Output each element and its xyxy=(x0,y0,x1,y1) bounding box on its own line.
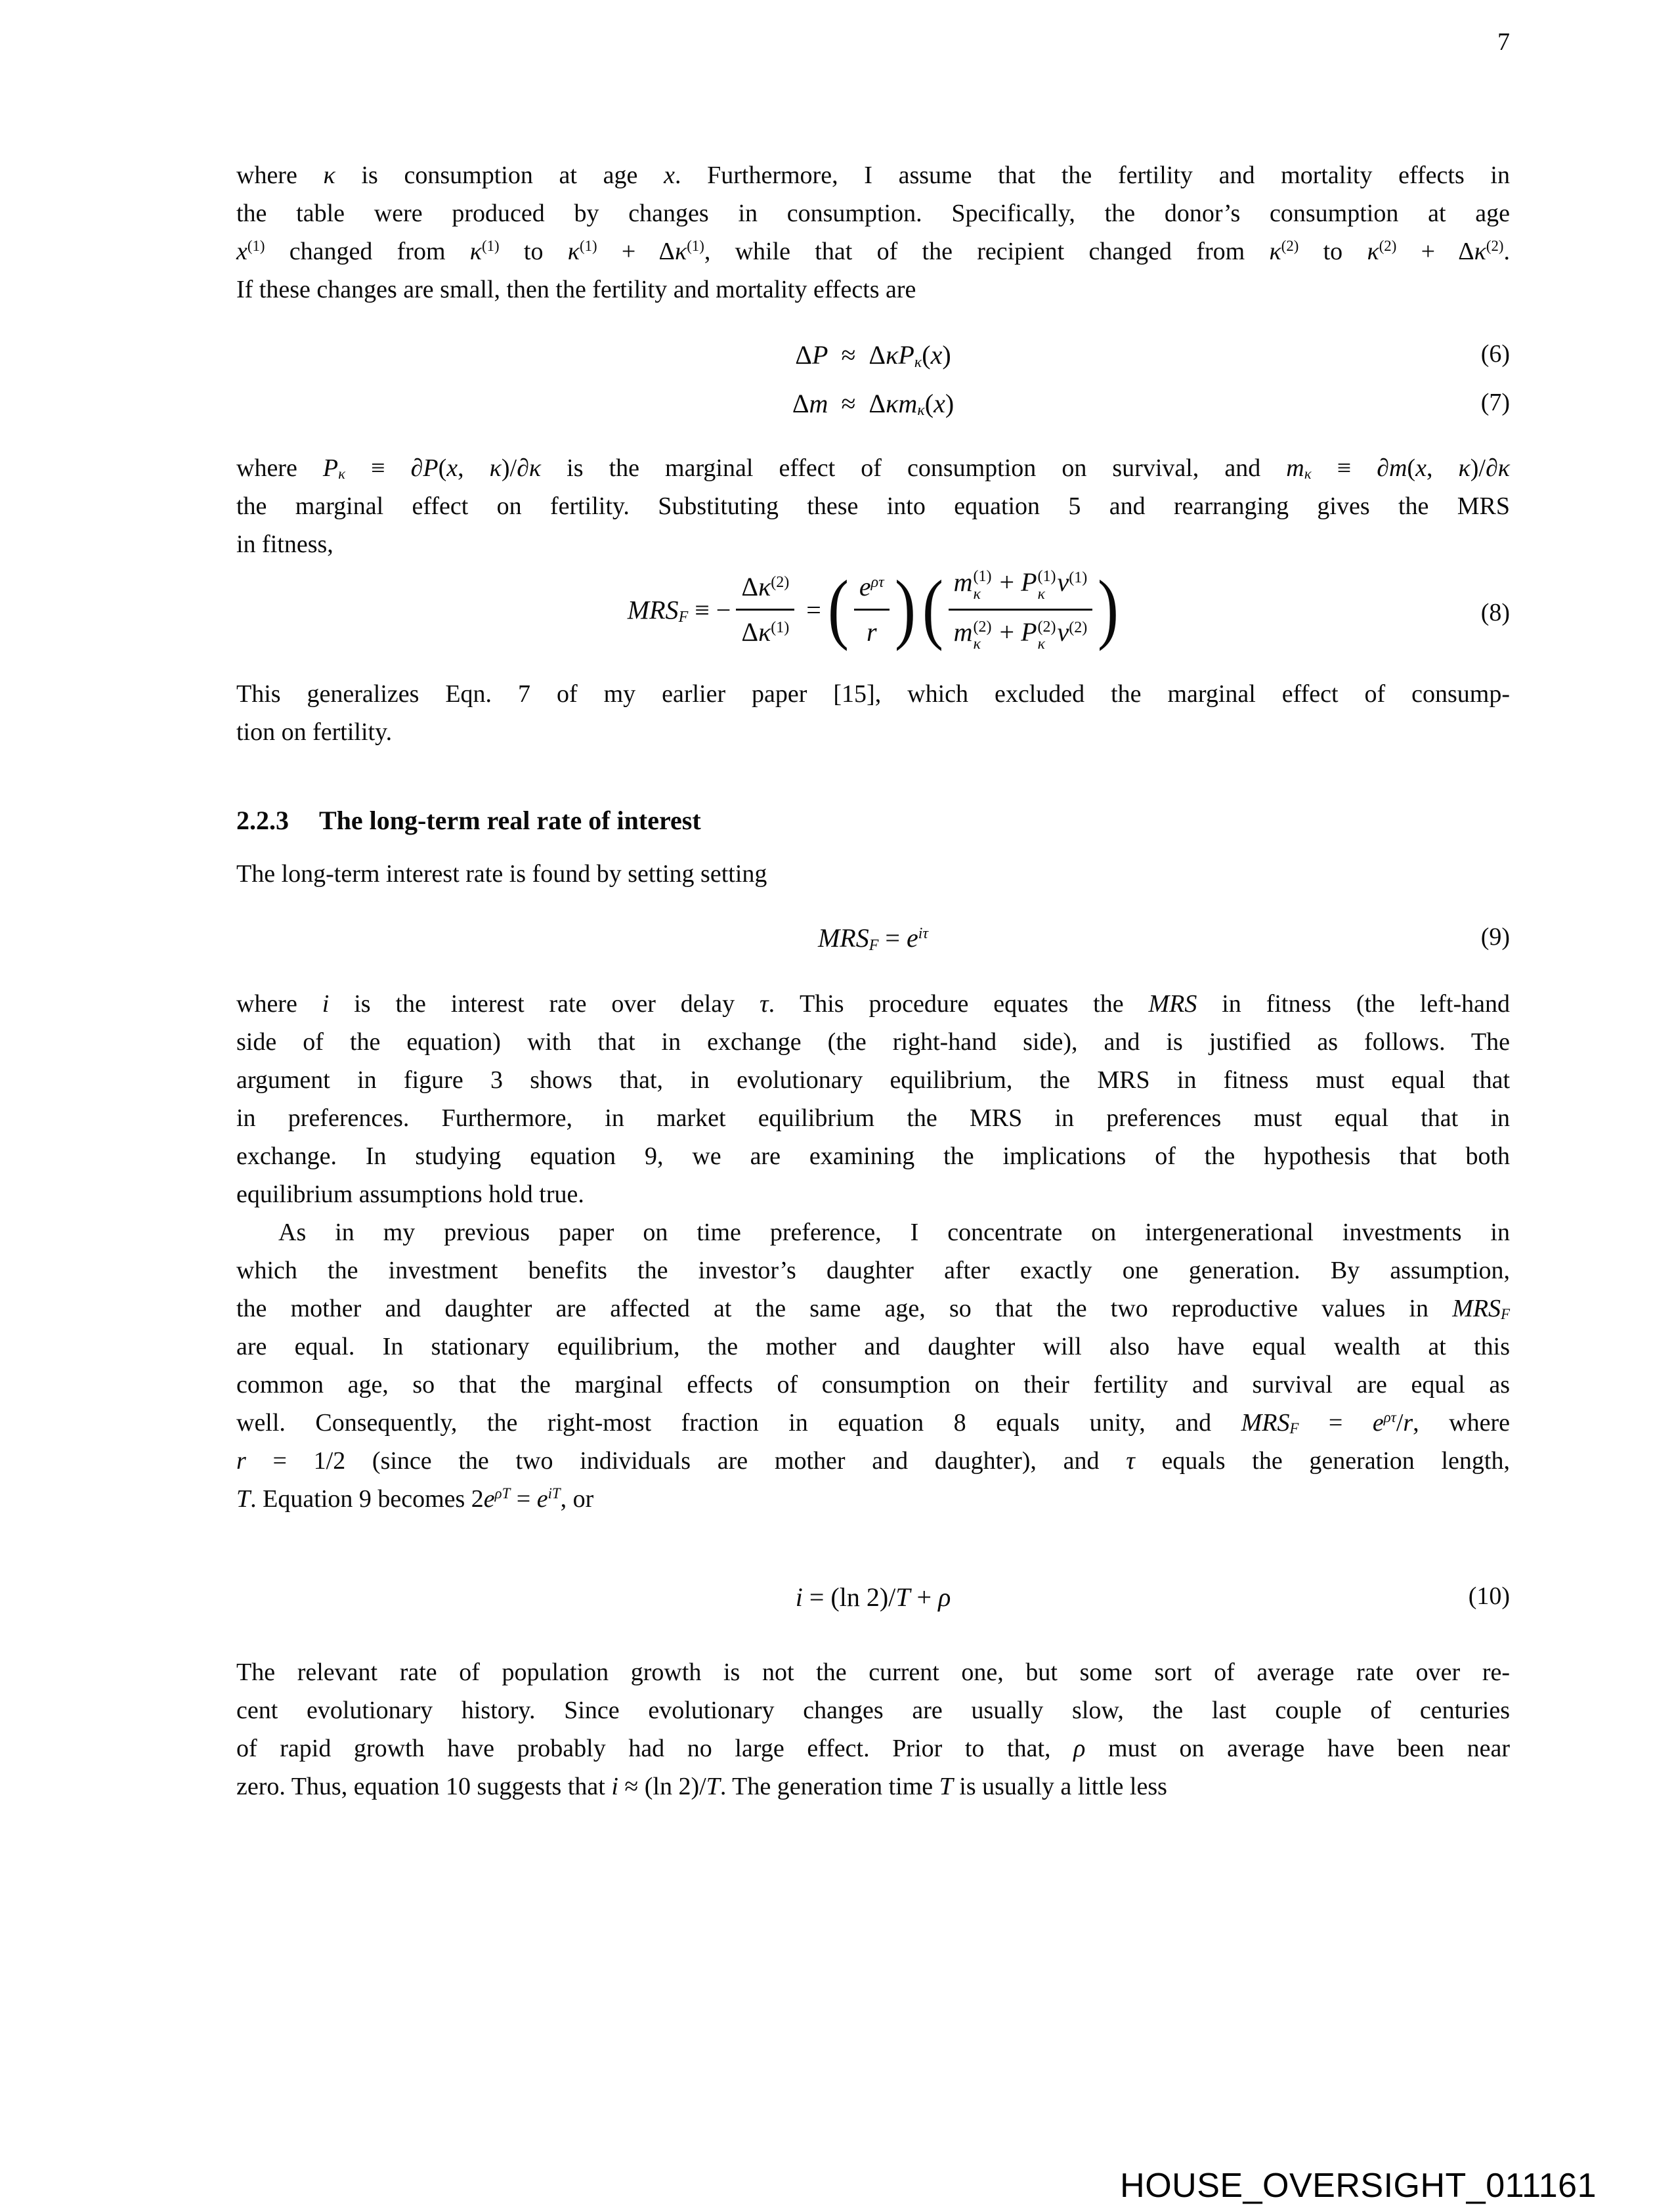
text-line: of rapid growth have probably had no large effect. Prior to that, ρ must on average have been near xyxy=(236,1734,1511,1762)
text-line: argument in figure 3 shows that, in evolutionary equilibrium, the MRS in fitness must equal that xyxy=(236,1066,1510,1094)
text-line: where κ is consumption at age x. Furthermore, I assume that the fertility and mortality effects in xyxy=(236,162,1510,189)
equation-9-number: (9) xyxy=(1480,923,1510,951)
text-line: the marginal effect on fertility. Substituting these into equation 5 and rearranging gives the MRS xyxy=(236,492,1510,520)
text-line: T. Equation 9 becomes $2e^{\rho T} = e^{iT}$, or xyxy=(236,1485,594,1513)
text-line: equilibrium assumptions hold true. xyxy=(236,1180,584,1208)
equation-10-number: (10) xyxy=(1468,1582,1510,1610)
paragraph-6 xyxy=(236,1213,1510,1518)
text-line: in fitness, xyxy=(236,530,333,558)
text-line: tion on fertility. xyxy=(236,718,393,747)
paragraph-7 xyxy=(236,1653,1510,1806)
page-number: 7 xyxy=(1497,28,1510,56)
text-line: $x^{(1)}$ changed from $\kappa^{(1)}$ to $\kappa^{(1)} + \Delta\kappa^{(1)}$, while that of the recipient changed from $\kappa^{(2)}$ to $\kappa^{(2)} + \Delta\kappa^{(2)}$. xyxy=(236,238,1510,265)
section-heading xyxy=(236,805,1510,836)
text-line: The long-term interest rate is found by setting setting xyxy=(236,860,767,888)
text-line: exchange. In studying equation 9, we are examining the implications of the hypothesis that both xyxy=(236,1142,1510,1170)
equation-6-math: ΔP ≈ ΔκP$_\kappa$(x) xyxy=(795,339,951,371)
text-line: If these changes are small, then the fertility and mortality effects are xyxy=(236,276,916,303)
text-line: are equal. In stationary equilibrium, the mother and daughter will also have equal wealth at this xyxy=(236,1332,1510,1360)
equation-6-number: (6) xyxy=(1480,339,1510,368)
paragraph-5 xyxy=(236,985,1510,1213)
text-line: r = 1/2 (since the two individuals are mother and daughter), and τ equals the generation length, xyxy=(236,1446,1510,1475)
equation-9-math: $MRS_F = e^{i\tau}$ xyxy=(817,922,929,954)
text-line: cent evolutionary history. Since evolutionary changes are usually slow, the last couple of centuries xyxy=(236,1696,1510,1724)
equation-6 xyxy=(236,337,1510,370)
paragraph-2 xyxy=(236,449,1510,563)
equation-7-number: (7) xyxy=(1480,388,1510,416)
text-line: zero. Thus, equation 10 suggests that i ≈ (ln 2)/T. The generation time T is usually a little less xyxy=(236,1772,1167,1800)
equation-8-number: (8) xyxy=(1480,598,1510,626)
paragraph-4 xyxy=(236,855,1510,893)
bates-stamp: HOUSE_OVERSIGHT_011161 xyxy=(1120,2167,1597,2205)
equation-7-math: Δm ≈ Δκm$_\kappa$(x) xyxy=(792,388,955,420)
paragraph-1 xyxy=(236,156,1510,309)
text-line: where $P_\kappa \equiv \partial P(x$, κ)/∂κ is the marginal effect of consumption on survival, and $m_\kappa \equiv \partial m(x$, κ)/∂κ xyxy=(236,454,1510,483)
text-line: the table were produced by changes in consumption. Specifically, the donor’s consumption at age xyxy=(236,200,1510,227)
text-line: well. Consequently, the right-most fraction in equation 8 equals unity, and $MRS_F = e^{\rho\tau}/r$, where xyxy=(236,1408,1510,1437)
text-line: The relevant rate of population growth is not the current one, but some sort of average rate over re- xyxy=(236,1658,1510,1686)
equation-8-math: $MRS_F$ ≡ − $\frac{\Delta\kappa^{(2)}}{\Delta\kappa^{(1)}}$ = ( $\frac{e^{\rho\tau}}{r}$ ) ( m (1) κ + P (1) κ $v^{(1)}$ m (2) κ + P (2) κ $v^{(2)}$ ) xyxy=(627,563,1119,653)
text-line: side of the equation) with that in exchange (the right-hand side), and is justified as follows. The xyxy=(236,1028,1510,1056)
text-line: the mother and daughter are affected at the same age, so that the two reproductive values in $MRS_F$ xyxy=(236,1294,1510,1323)
section-title: The long-term real rate of interest xyxy=(319,806,701,836)
equation-9 xyxy=(236,921,1510,953)
text-line: where i is the interest rate over delay τ. This procedure equates the MRS in fitness (the left-hand xyxy=(236,989,1510,1018)
page-body xyxy=(236,156,1510,1806)
paragraph-3 xyxy=(236,675,1510,751)
text-line: This generalizes Eqn. 7 of my earlier paper [15], which excluded the marginal effect of consump- xyxy=(236,680,1510,708)
equation-10 xyxy=(236,1580,1510,1613)
text-line: As in my previous paper on time preference, I concentrate on intergenerational investments in xyxy=(278,1218,1510,1246)
text-line: which the investment benefits the investor’s daughter after exactly one generation. By assumption, xyxy=(236,1256,1510,1284)
section-number: 2.2.3 xyxy=(236,806,289,836)
equation-10-math: i = (ln 2)/T + ρ xyxy=(795,1582,951,1612)
text-line: common age, so that the marginal effects of consumption on their fertility and survival are equal as xyxy=(236,1370,1510,1399)
equation-7 xyxy=(236,386,1510,419)
text-line: in preferences. Furthermore, in market equilibrium the MRS in preferences must equal that in xyxy=(236,1104,1510,1132)
equation-8 xyxy=(236,563,1510,656)
